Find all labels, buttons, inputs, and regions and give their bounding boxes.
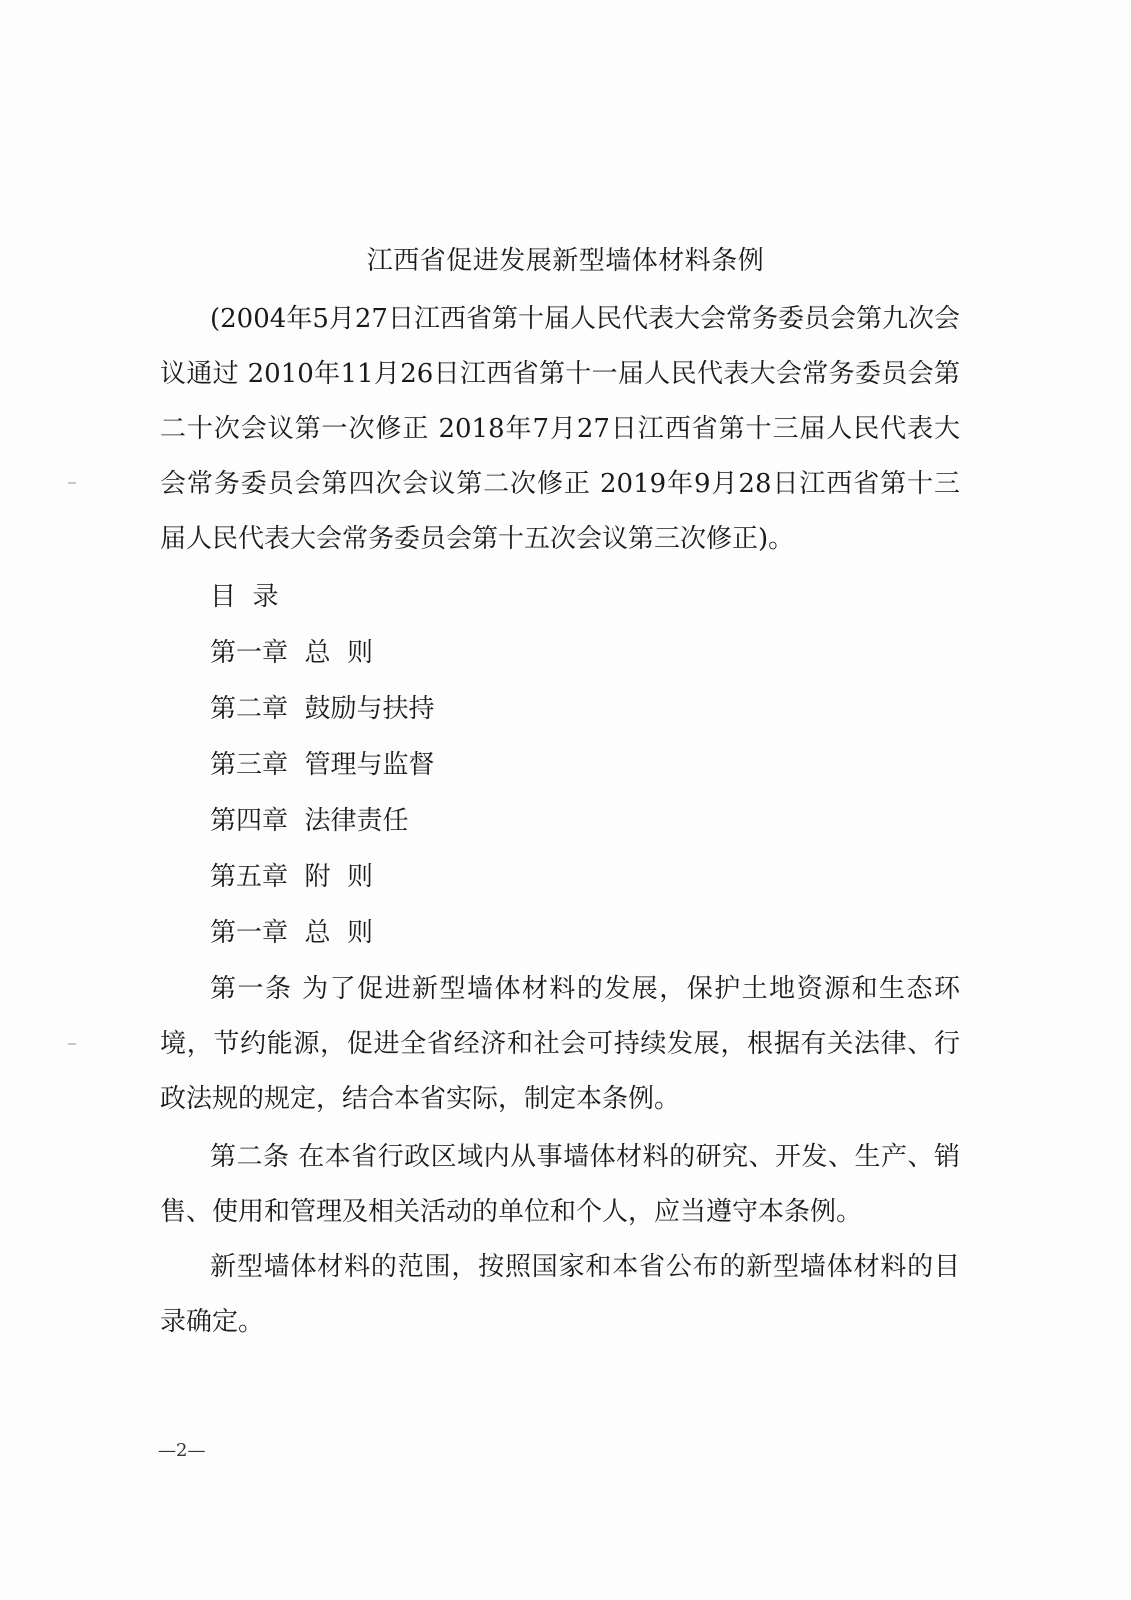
- toc-heading: 目 录: [210, 582, 279, 612]
- document-title: 江西省促进发展新型墙体材料条例: [366, 246, 765, 276]
- margin-mark: [68, 1043, 76, 1045]
- article-paragraph: 第二条 在本省行政区域内从事墙体材料的研究、开发、生产、销售、使用和管理及相关活动的单位和个人，应当遵守本条例。: [160, 1142, 960, 1227]
- chapter-heading: 第一章 总 则: [210, 918, 374, 948]
- toc-item: 第四章 法律责任: [210, 806, 409, 836]
- amendment-note: (2004年5月27日江西省第十届人民代表大会常务委员会第九次会议通过 2010年11月26日江西省第十一届人民代表大会常务委员会第二十次会议第一次修正 2018年7月27日江西省第十三届人民代表大会常务委员会第四次会议第二次修正 2019年9月28日江西省第十三届人民代表大会常务委员会第十五次会议第三次修正)。: [160, 304, 960, 554]
- page-number: —2—: [158, 1440, 206, 1461]
- toc-item: 第二章 鼓励与扶持: [210, 694, 435, 724]
- toc-item: 第一章 总 则: [210, 638, 374, 668]
- toc-item: 第三章 管理与监督: [210, 750, 435, 780]
- article-paragraph: 新型墙体材料的范围，按照国家和本省公布的新型墙体材料的目录确定。: [160, 1252, 960, 1337]
- margin-mark: [68, 482, 76, 484]
- toc-item: 第五章 附 则: [210, 862, 374, 892]
- article-paragraph: 第一条 为了促进新型墙体材料的发展，保护土地资源和生态环境，节约能源，促进全省经济和社会可持续发展，根据有关法律、行政法规的规定，结合本省实际，制定本条例。: [160, 974, 960, 1114]
